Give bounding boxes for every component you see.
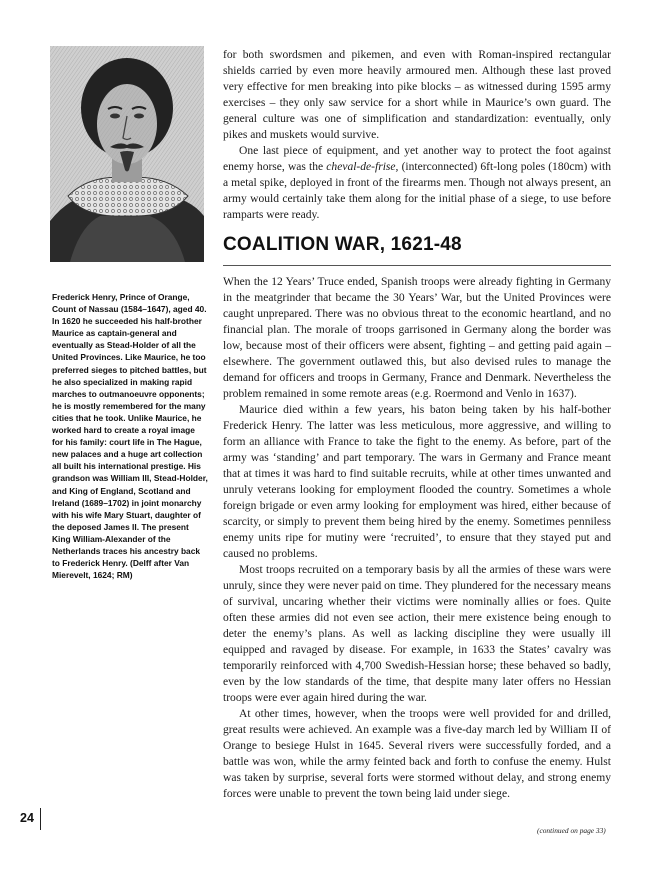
paragraph: Maurice died within a few years, his baton being taken by his half-bother Frederick Henry. The latter was less meticulous, more aggressive, and willing to form an alliance with France to take the fight to the enemy. As before, part of the army was ‘standing’ and part temporary. The wars in Germany and France meant that at times it was hard to find suitable recruits, while at other times unwanted and unruly veterans looking for employment flooded the country. Sometimes a whole foreign brigade or even army looking for employment was hired, either because of scarcity, or simply to prevent them being hired by the enemy. Sometimes penniless enemy units ripe for mutiny were ‘recruited’, to ensure that they stayed put and caused no problems. <box>223 404 611 560</box>
section-heading: COALITION WAR, 1621-48 <box>223 234 462 255</box>
folio-divider <box>40 808 41 830</box>
continued-note: (continued on page 33) <box>537 826 606 835</box>
text-run: One last piece of equipment, and yet another way to protect the foot against enemy horse, was the <box>223 145 611 173</box>
page-number: 24 <box>20 811 34 825</box>
foreign-term: cheval-de-frise, <box>326 161 399 173</box>
intro-text <box>223 47 611 223</box>
paragraph: Most troops recruited on a temporary basis by all the armies of these wars were unruly, since they were never paid on time. They plundered for the necessary means of survival, uncaring whether their victims were nominally allies or foes. Quite often these armies did not even see action, their mere existence being enough to deter the enemy’s plans. As well as lacking discipline they were usually ill equipped and ravaged by disease. For example, in 1633 the States’ cavalry was temporarily reinforced with 4,700 Swedish-Hessian horse; these behaved so badly, even by the low standards of the time, that despite many later offers no Hessian troops were ever again hired during the war. <box>223 564 611 704</box>
paragraph: for both swordsmen and pikemen, and even with Roman-inspired rectangular shields carried by even more heavily armoured men. Although these last proved very effective for men breaking into pike blocks – as witnessed during 1595 army exercises – they only saw service for a short while in Maurice’s own guard. The general culture was one of simplification and standardization: eventually, only pikes and muskets would survive. <box>223 49 611 141</box>
paragraph: When the 12 Years’ Truce ended, Spanish troops were already fighting in Germany in the meatgrinder that became the 30 Years’ War, but the United Provinces were caught unprepared. There was no obvious threat to the economic heartland, and no financial plan. The morale of troops garrisoned in Germany along the border was low, because most of their officers were absent, fighting – and getting paid again – elsewhere. The government outlawed this, but also devised rules to manage the demand for officers and troops in Germany, France and Denmark. Nevertheless the problem remained in some remote areas (e.g. Roermond and Venlo in 1637). <box>223 276 611 400</box>
figure-caption: Frederick Henry, Prince of Orange, Count of Nassau (1584–1647), aged 40. In 1620 he succeeded his half-brother Maurice as captain-general and eventually as Stead-Holder of all the United Provinces. Like Maurice, he too preferred sieges to pitched battles, but he also specialized in making rapid marches to outmanoeuvre opponents; he is mostly remembered for the many cities that he took. Unlike Maurice, he worked hard to create a royal image for his family: court life in The Hague, new palaces and a huge art collection all built his international prestige. His grandson was William III, Stead-Holder, and King of England, Scotland and Ireland (1689–1702) in joint monarchy with his wife Mary Stuart, daughter of the deposed James II. The present King William-Alexander of the Netherlands traces his ancestry back to Frederick Henry. (Delff after Van Mierevelt, 1624; RM) <box>52 292 208 581</box>
heading-divider <box>223 265 611 266</box>
paragraph <box>223 143 611 223</box>
text-run: (interconnected) 6ft-long poles (180cm) with a metal spike, deployed in front of the firearms men. Though not always present, an army would certainly take them along for the initial phase of a siege, to use before ramparts were ready. <box>223 161 611 221</box>
section-body <box>223 274 611 802</box>
portrait-engraving-icon <box>50 46 204 262</box>
paragraph: At other times, however, when the troops were well provided for and drilled, great results were achieved. An example was a five-day march led by William II of Orange to besiege Hulst in 1645. Several rivers were successfully forded, and a battle was won, while the army feinted back and forth to confuse the enemy. Hulst was taken by surprise, several forts were stormed without delay, and strong enemy forces were unable to prevent the town being laid under siege. <box>223 708 611 800</box>
portrait-image <box>50 46 204 262</box>
